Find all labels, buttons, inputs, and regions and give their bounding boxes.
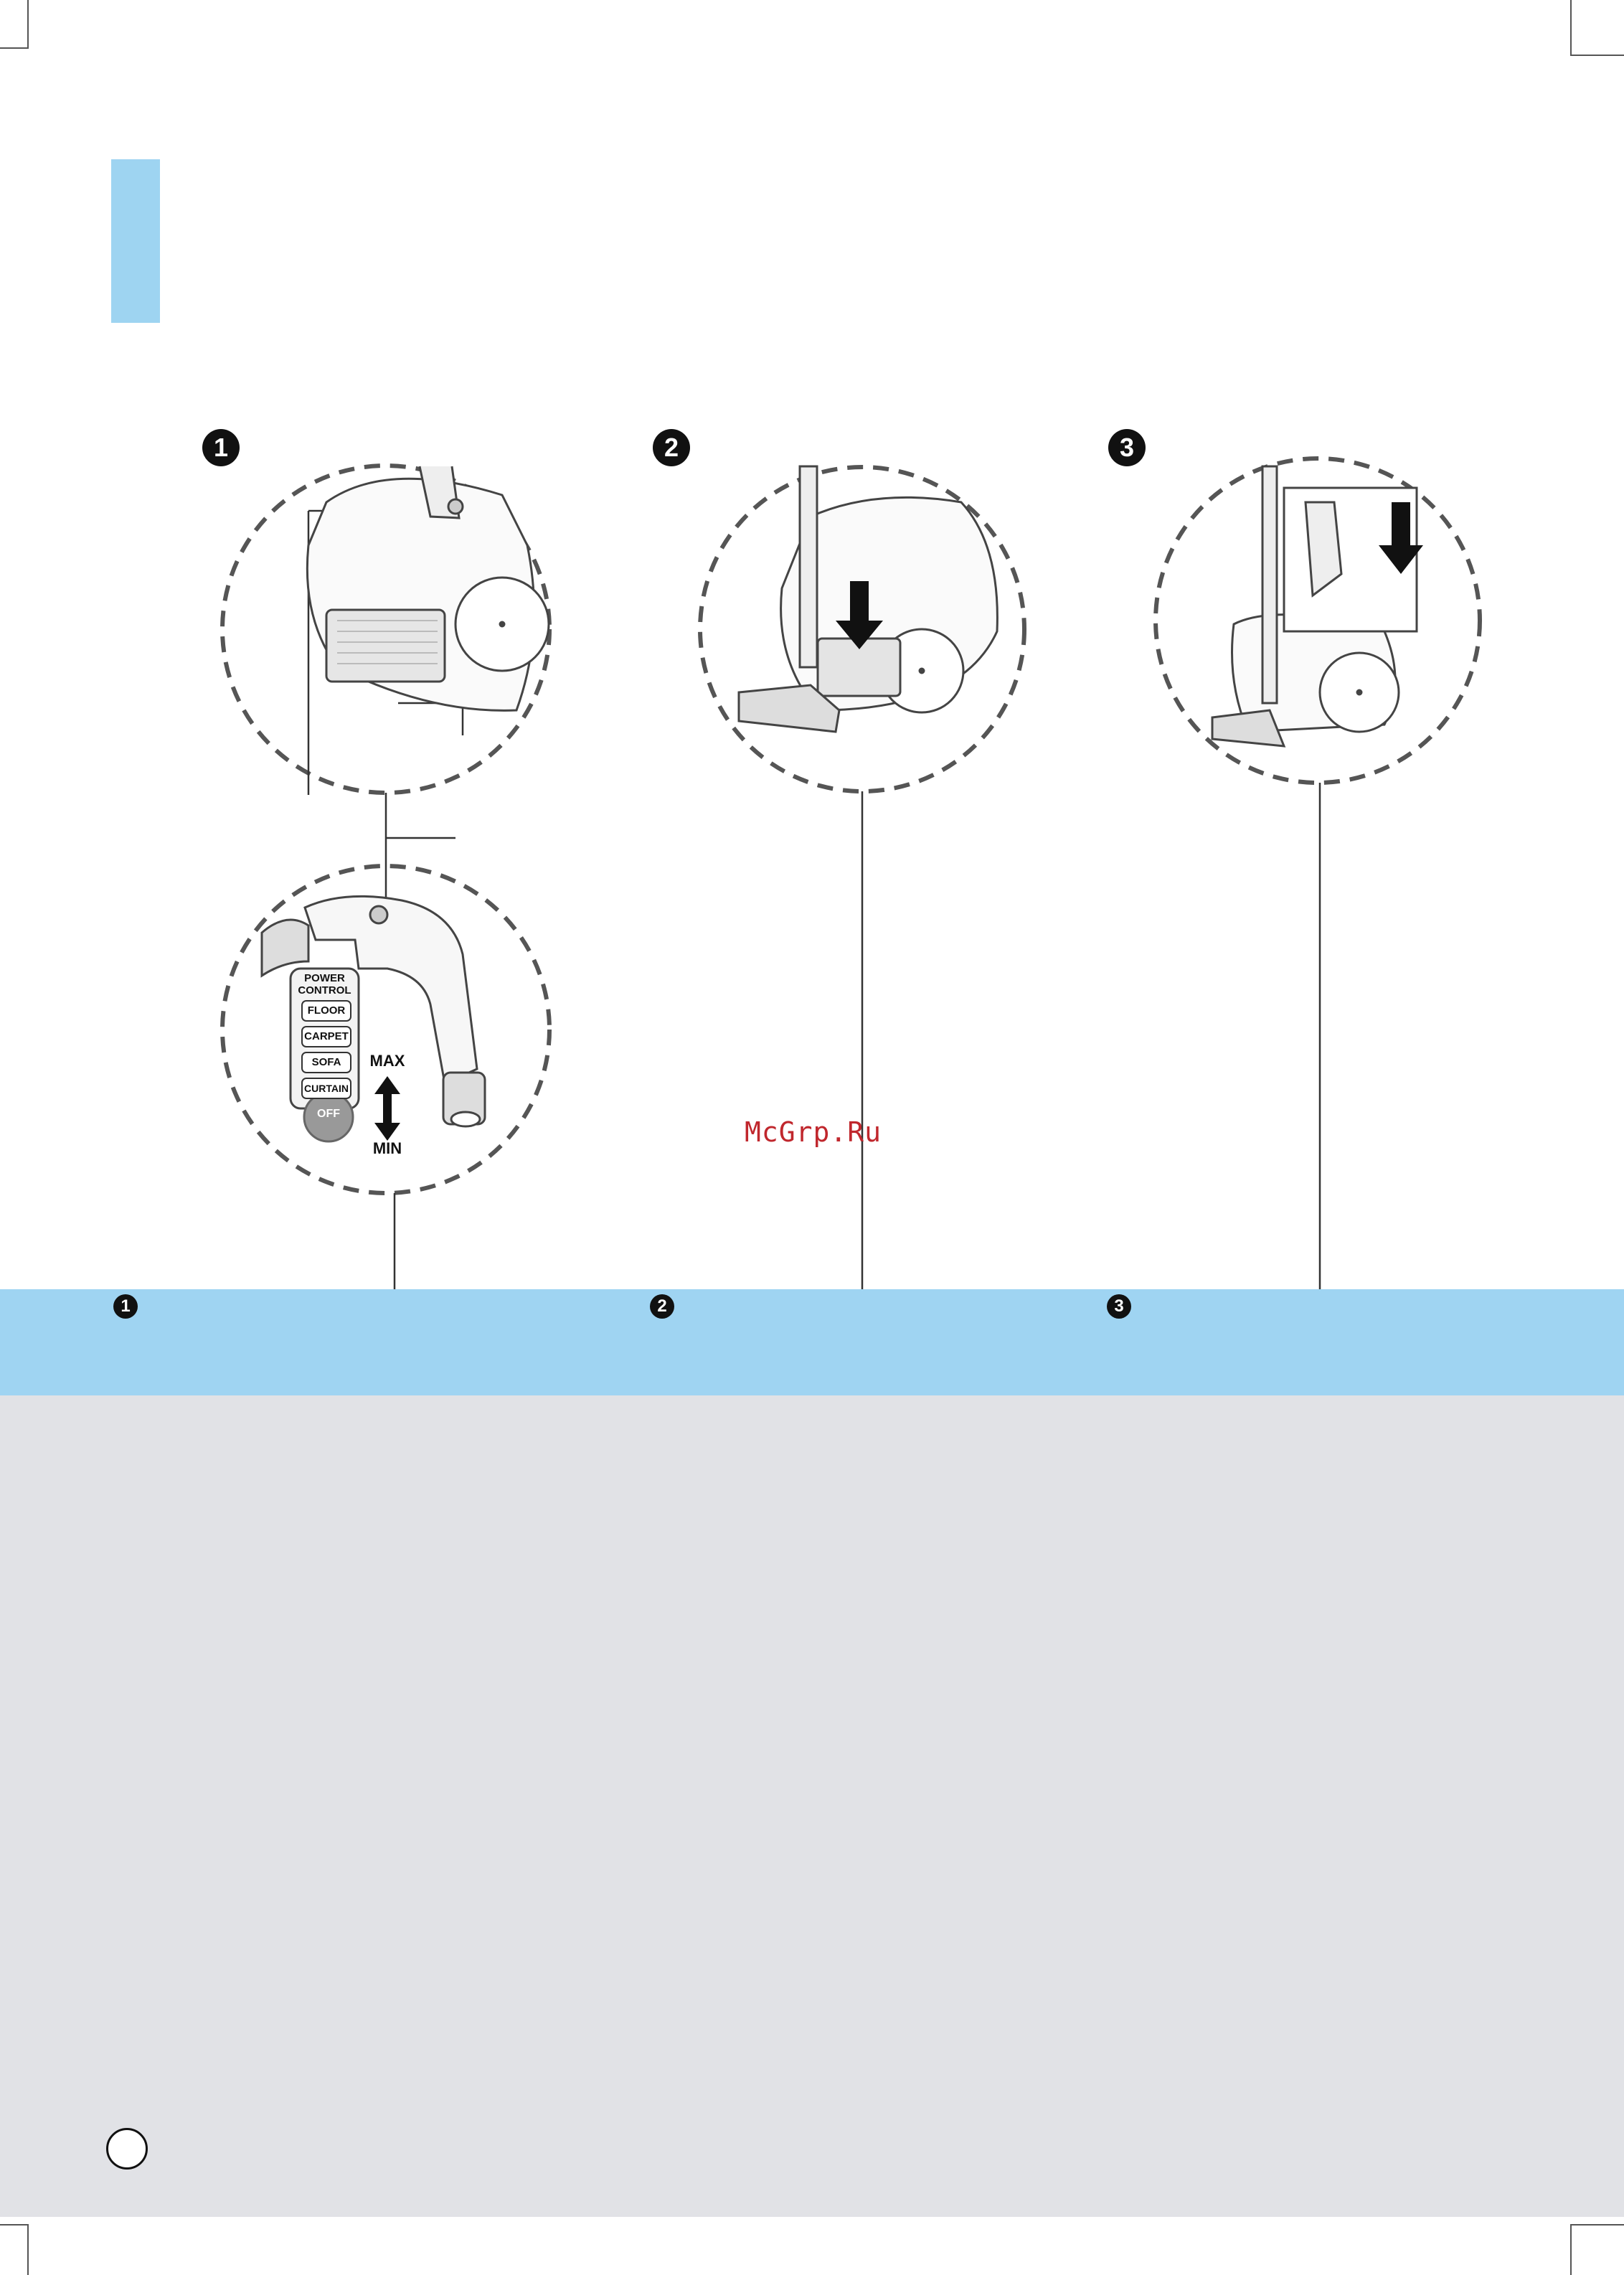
carpet-button[interactable]: CARPET — [301, 1026, 351, 1047]
step-badge-3: 3 — [1108, 429, 1146, 466]
power-label: POWER — [304, 972, 345, 984]
control-label: CONTROL — [298, 984, 351, 997]
caption-badge-1: 1 — [113, 1294, 138, 1319]
off-button[interactable]: OFF — [317, 1108, 340, 1120]
vacuum-body-icon — [307, 466, 549, 710]
page-number-marker — [106, 2128, 148, 2170]
caption-badge-2: 2 — [650, 1294, 674, 1319]
power-control-label — [291, 972, 359, 997]
max-label: MAX — [369, 1052, 405, 1070]
step-badge-1: 1 — [202, 429, 240, 466]
floor-button[interactable]: FLOOR — [301, 1000, 351, 1022]
min-label: MIN — [372, 1139, 402, 1157]
vacuum-storage-icon — [1212, 466, 1417, 746]
watermark: McGrp.Ru — [745, 1116, 882, 1148]
sofa-button[interactable]: SOFA — [301, 1052, 351, 1073]
hose-handle-icon — [262, 896, 485, 1141]
caption-badge-3: 3 — [1107, 1294, 1131, 1319]
curtain-button[interactable]: CURTAIN — [301, 1078, 351, 1099]
step-badge-2: 2 — [653, 429, 690, 466]
max-min-arrow-icon — [374, 1076, 400, 1141]
